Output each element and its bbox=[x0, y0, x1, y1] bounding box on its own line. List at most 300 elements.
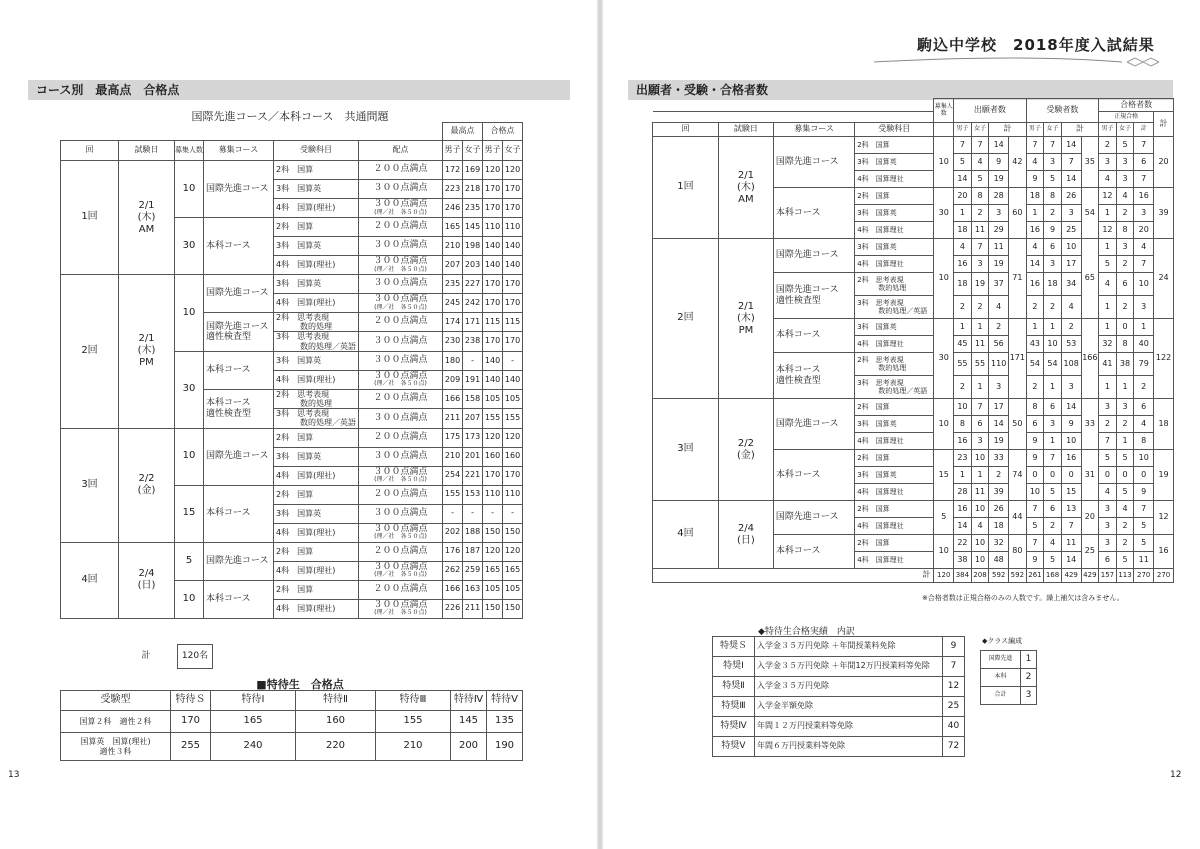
pass-female-cell: 150 bbox=[503, 599, 523, 618]
haiten-text: ３００点満点 bbox=[373, 240, 428, 251]
a-cell: 8 bbox=[971, 188, 989, 205]
pass-female-cell: 120 bbox=[503, 161, 523, 180]
e-cell: 5 bbox=[1044, 171, 1062, 188]
top-male-cell: 202 bbox=[443, 523, 463, 542]
a-cell: 5 bbox=[971, 171, 989, 188]
tokutai-header: 特待Ｓ bbox=[171, 691, 211, 711]
e-cell: 9 bbox=[1044, 222, 1062, 239]
quota-cell: 15 bbox=[175, 485, 204, 542]
subject-cell: 3科 国算英 bbox=[274, 275, 359, 294]
top-male-cell: 210 bbox=[443, 447, 463, 466]
top-male-cell: 180 bbox=[443, 351, 463, 370]
subject-cell: 4科 国算理社 bbox=[855, 171, 934, 188]
pass-male-cell: 170 bbox=[483, 294, 503, 313]
a-cell: 48 bbox=[989, 552, 1009, 569]
top-female-cell: 153 bbox=[463, 485, 483, 504]
subject-cell: 2科 国算 bbox=[855, 501, 934, 518]
tokutai-count: 40 bbox=[943, 717, 965, 737]
a-cell: 19 bbox=[989, 171, 1009, 188]
pass-female-cell: 150 bbox=[503, 523, 523, 542]
pass-male-cell: 115 bbox=[483, 313, 503, 332]
subject-cell: 3科 国算英 bbox=[855, 416, 934, 433]
e-cell: 5 bbox=[1044, 552, 1062, 569]
course-cell: 国際先進コース 適性検査型 bbox=[773, 273, 854, 319]
e-cell: 10 bbox=[1026, 484, 1044, 501]
e-cell: 16 bbox=[1026, 273, 1044, 296]
p-cell: 10 bbox=[1134, 273, 1154, 296]
p-cell: 8 bbox=[1116, 222, 1134, 239]
a-total-cell: 71 bbox=[1009, 239, 1027, 319]
e-cell: 3 bbox=[1044, 256, 1062, 273]
date-cell: 2/2 (金) bbox=[119, 428, 175, 542]
e-cell: 3 bbox=[1044, 416, 1062, 433]
course-cell: 本科コース bbox=[773, 319, 854, 353]
subject-cell: 4科 国算(理社) bbox=[274, 370, 359, 389]
e-cell: 7 bbox=[1026, 535, 1044, 552]
p-cell: 6 bbox=[1099, 552, 1117, 569]
a-cell: 26 bbox=[989, 501, 1009, 518]
female-header: 女子 bbox=[463, 141, 483, 161]
exam-total-header: 計 bbox=[1061, 123, 1098, 137]
kai-cell: 3回 bbox=[653, 399, 719, 501]
a-total-cell: 60 bbox=[1009, 188, 1027, 239]
top-male-cell: 223 bbox=[443, 180, 463, 199]
a-cell: 23 bbox=[954, 450, 972, 467]
p-cell: 11 bbox=[1134, 552, 1154, 569]
haiten-text: ２００点満点 bbox=[373, 545, 428, 556]
subject-cell: 2科 国算 bbox=[274, 485, 359, 504]
course-cell: 本科コース bbox=[773, 535, 854, 569]
subject-cell: 4科 国算(理社) bbox=[274, 561, 359, 580]
quota-cell: 30 bbox=[175, 218, 204, 275]
tokutai-label: 特奨Ⅲ bbox=[713, 697, 755, 717]
tokutai-table bbox=[712, 636, 965, 757]
class-title: ◆クラス編成 bbox=[982, 637, 1023, 645]
pass-female-cell: 140 bbox=[503, 237, 523, 256]
a-cell: 14 bbox=[954, 518, 972, 535]
haiten-text: ３００点満点 bbox=[373, 412, 428, 423]
total-e: 261 bbox=[1026, 569, 1044, 583]
top-male-cell: 176 bbox=[443, 542, 463, 561]
kai-cell: 1回 bbox=[653, 137, 719, 239]
score-table bbox=[60, 122, 523, 619]
kai-cell: 3回 bbox=[61, 428, 119, 542]
e-cell: 1 bbox=[1044, 376, 1062, 399]
haiten-cell bbox=[359, 542, 443, 561]
e-cell: 2 bbox=[1026, 296, 1044, 319]
table-row bbox=[61, 711, 523, 733]
quota-cell: 10 bbox=[175, 580, 204, 618]
pass-female-cell: 165 bbox=[503, 561, 523, 580]
date-cell: 2/4 (日) bbox=[718, 501, 773, 569]
subject-cell: 3科 思考表現 数的処理／英語 bbox=[855, 296, 934, 319]
subject-cell: 2科 国算 bbox=[274, 161, 359, 180]
p-cell: 5 bbox=[1116, 552, 1134, 569]
top-female-cell: 158 bbox=[463, 389, 483, 408]
subject-cell: 3科 国算英 bbox=[855, 205, 934, 222]
course-cell: 国際先進コース bbox=[204, 428, 274, 485]
class-count: 3 bbox=[1021, 687, 1037, 705]
haiten-note: (理／社 各５０点) bbox=[374, 380, 427, 388]
a-cell: 10 bbox=[954, 399, 972, 416]
kai-cell: 4回 bbox=[61, 542, 119, 618]
top-male-cell: 166 bbox=[443, 580, 463, 599]
pass-female-cell: 105 bbox=[503, 580, 523, 599]
subject-cell: 3科 国算英 bbox=[274, 180, 359, 199]
subject-cell: 2科 国算 bbox=[274, 428, 359, 447]
class-count: 2 bbox=[1021, 669, 1037, 687]
top-male-cell: 165 bbox=[443, 218, 463, 237]
total-label: 計 bbox=[141, 650, 151, 661]
p-cell: 5 bbox=[1116, 137, 1134, 154]
e-total-cell: 35 bbox=[1081, 137, 1099, 188]
haiten-cell bbox=[359, 599, 443, 618]
top-female-cell: 191 bbox=[463, 370, 483, 389]
pass-male-cell: 105 bbox=[483, 580, 503, 599]
p-cell: 9 bbox=[1134, 484, 1154, 501]
pass-male-cell: 120 bbox=[483, 542, 503, 561]
e-cell: 13 bbox=[1061, 501, 1081, 518]
quota-cell: 30 bbox=[934, 319, 954, 399]
subject-cell: 4科 国算理社 bbox=[855, 433, 934, 450]
a-cell: 7 bbox=[971, 137, 989, 154]
p-cell: 4 bbox=[1134, 239, 1154, 256]
e-cell: 9 bbox=[1026, 171, 1044, 188]
e-cell: 26 bbox=[1061, 188, 1081, 205]
subject-cell: 2科 国算 bbox=[274, 218, 359, 237]
p-cell: 3 bbox=[1116, 239, 1134, 256]
e-cell: 1 bbox=[1026, 205, 1044, 222]
pass-female-cell: 105 bbox=[503, 389, 523, 408]
table-row bbox=[713, 717, 965, 737]
male-header: 男子 bbox=[954, 123, 972, 137]
subject-cell: 4科 国算理社 bbox=[855, 336, 934, 353]
haiten-text: ３００点満点 bbox=[373, 278, 428, 289]
course-header: 募集コース bbox=[773, 123, 854, 137]
p-cell: 38 bbox=[1116, 353, 1134, 376]
subject-cell: 4科 国算(理社) bbox=[274, 256, 359, 275]
e-cell: 9 bbox=[1026, 433, 1044, 450]
total-p-sum: 270 bbox=[1154, 569, 1174, 583]
haiten-text: ３００点満点 bbox=[373, 183, 428, 194]
class-table bbox=[980, 650, 1037, 705]
subject-cell: 4科 国算(理社) bbox=[274, 523, 359, 542]
a-cell: 38 bbox=[954, 552, 972, 569]
p-cell: 2 bbox=[1099, 137, 1117, 154]
p-cell: 7 bbox=[1134, 137, 1154, 154]
a-cell: 6 bbox=[971, 416, 989, 433]
tokutai-label: 特奨Ⅴ bbox=[713, 737, 755, 757]
total-a: 592 bbox=[989, 569, 1009, 583]
page-number: 13 bbox=[8, 770, 20, 780]
haiten-cell bbox=[359, 256, 443, 275]
tokutai-count: 9 bbox=[943, 637, 965, 657]
top-female-cell: 171 bbox=[463, 313, 483, 332]
a-cell: 5 bbox=[954, 154, 972, 171]
p-cell: 12 bbox=[1099, 222, 1117, 239]
pass-male-cell: 170 bbox=[483, 180, 503, 199]
a-cell: 20 bbox=[954, 188, 972, 205]
p-cell: 20 bbox=[1134, 222, 1154, 239]
haiten-text: ３００点満点 bbox=[373, 450, 428, 461]
a-cell: 10 bbox=[971, 501, 989, 518]
top-male-cell: 210 bbox=[443, 237, 463, 256]
tokutai-score: 255 bbox=[171, 733, 211, 761]
a-cell: 11 bbox=[971, 484, 989, 501]
p-cell: 4 bbox=[1099, 484, 1117, 501]
pass-total-header: 計 bbox=[1154, 112, 1174, 137]
a-cell: 55 bbox=[954, 353, 972, 376]
subject-cell: 2科 思考表現 数的処理 bbox=[274, 389, 359, 408]
quota-cell: 10 bbox=[934, 239, 954, 319]
e-cell: 14 bbox=[1061, 552, 1081, 569]
a-cell: 1 bbox=[954, 319, 972, 336]
tokutai-score: 160 bbox=[296, 711, 376, 733]
subject-cell: 2科 思考表現 数的処理 bbox=[855, 273, 934, 296]
haiten-header: 配点 bbox=[359, 141, 443, 161]
quota-header: 募集人数 bbox=[934, 99, 954, 123]
a-total-cell: 171 bbox=[1009, 319, 1027, 399]
haiten-cell bbox=[359, 428, 443, 447]
table-row bbox=[653, 399, 1174, 416]
p-cell: 40 bbox=[1134, 336, 1154, 353]
pass-female-cell: 155 bbox=[503, 409, 523, 428]
subject-cell: 4科 国算理社 bbox=[855, 518, 934, 535]
quota-cell: 10 bbox=[175, 161, 204, 218]
pass-subtotal-header: 計 bbox=[1134, 123, 1154, 137]
date-header: 試験日 bbox=[119, 141, 175, 161]
e-cell: 10 bbox=[1061, 239, 1081, 256]
pass-male-cell: 170 bbox=[483, 199, 503, 218]
pass-female-cell: 170 bbox=[503, 294, 523, 313]
a-cell: 56 bbox=[989, 336, 1009, 353]
apply-total-header: 計 bbox=[989, 123, 1026, 137]
pass-female-cell: 160 bbox=[503, 447, 523, 466]
p-total-cell: 19 bbox=[1154, 450, 1174, 501]
e-cell: 7 bbox=[1061, 154, 1081, 171]
e-total-cell: 65 bbox=[1081, 239, 1099, 319]
a-total-cell: 80 bbox=[1009, 535, 1027, 569]
table-row bbox=[981, 651, 1037, 669]
haiten-cell bbox=[359, 161, 443, 180]
p-cell: 1 bbox=[1099, 376, 1117, 399]
haiten-cell bbox=[359, 580, 443, 599]
p-cell: 4 bbox=[1134, 416, 1154, 433]
a-cell: 18 bbox=[954, 222, 972, 239]
tokutai-desc: 入学金３５万円免除 ＋年間12万円授業料等免除 bbox=[755, 657, 943, 677]
a-cell: 2 bbox=[971, 205, 989, 222]
total-table bbox=[115, 644, 213, 669]
top-female-cell: 242 bbox=[463, 294, 483, 313]
p-cell: 2 bbox=[1116, 296, 1134, 319]
tokutai-desc: 入学金３５万円免除 bbox=[755, 677, 943, 697]
haiten-text: ３００点満点 bbox=[373, 507, 428, 518]
haiten-cell bbox=[359, 313, 443, 332]
pass-score-header: 合格点 bbox=[483, 123, 523, 141]
date-cell: 2/1 (木) AM bbox=[718, 137, 773, 239]
tokutai-label: 特奨Ⅰ bbox=[713, 657, 755, 677]
top-male-cell: 226 bbox=[443, 599, 463, 618]
pass-female-cell: 170 bbox=[503, 332, 523, 351]
p-cell: 7 bbox=[1099, 433, 1117, 450]
haiten-text: ３００点満点 bbox=[373, 466, 428, 477]
e-total-cell: 31 bbox=[1081, 450, 1099, 501]
top-female-cell: 211 bbox=[463, 599, 483, 618]
e-cell: 1 bbox=[1044, 433, 1062, 450]
class-count: 1 bbox=[1021, 651, 1037, 669]
note-text: ※合格者数は正規合格のみの人数です。繰上補欠は含みません。 bbox=[922, 594, 1124, 602]
p-cell: 79 bbox=[1134, 353, 1154, 376]
e-cell: 18 bbox=[1026, 188, 1044, 205]
course-cell: 本科コース bbox=[204, 580, 274, 618]
haiten-text: ３００点満点 bbox=[373, 599, 428, 610]
e-cell: 14 bbox=[1061, 171, 1081, 188]
total-quota: 120 bbox=[934, 569, 954, 583]
table-row bbox=[653, 239, 1174, 256]
subject-cell: 3科 国算英 bbox=[274, 351, 359, 370]
course-cell: 本科コース 適性検査型 bbox=[204, 389, 274, 428]
e-cell: 2 bbox=[1061, 319, 1081, 336]
top-male-cell: 230 bbox=[443, 332, 463, 351]
top-female-cell: 218 bbox=[463, 180, 483, 199]
top-female-cell: 169 bbox=[463, 161, 483, 180]
a-cell: 45 bbox=[954, 336, 972, 353]
subject-cell: 2科 国算 bbox=[855, 450, 934, 467]
e-cell: 43 bbox=[1026, 336, 1044, 353]
pass-header: 合格者数 bbox=[1099, 99, 1174, 112]
tokutai-score: 240 bbox=[211, 733, 296, 761]
p-cell: 4 bbox=[1116, 501, 1134, 518]
tokutai-title: ■特待生 合格点 bbox=[256, 678, 344, 691]
table-row bbox=[713, 697, 965, 717]
total-a: 208 bbox=[971, 569, 989, 583]
p-total-cell: 16 bbox=[1154, 535, 1174, 569]
top-female-cell: 187 bbox=[463, 542, 483, 561]
course-cell: 本科コース bbox=[773, 450, 854, 501]
table-row bbox=[653, 501, 1174, 518]
p-cell: 5 bbox=[1134, 518, 1154, 535]
e-total-cell: 33 bbox=[1081, 399, 1099, 450]
right-page bbox=[602, 0, 1200, 849]
a-cell: 55 bbox=[971, 353, 989, 376]
tokutai-count: 72 bbox=[943, 737, 965, 757]
pass-female-cell: 110 bbox=[503, 485, 523, 504]
course-cell: 国際先進コース bbox=[773, 399, 854, 450]
pass-female-cell: - bbox=[503, 351, 523, 370]
apply-header: 出願者数 bbox=[954, 99, 1027, 123]
quota-cell: 10 bbox=[934, 399, 954, 450]
total-p: 157 bbox=[1099, 569, 1117, 583]
e-total-cell: 20 bbox=[1081, 501, 1099, 535]
left-page bbox=[0, 0, 598, 849]
subject-cell: 3科 思考表現 数的処理／英語 bbox=[855, 376, 934, 399]
a-cell: 1 bbox=[971, 467, 989, 484]
tokutai-score: 220 bbox=[296, 733, 376, 761]
p-total-cell: 18 bbox=[1154, 399, 1174, 450]
top-score-header: 最高点 bbox=[443, 123, 483, 141]
a-cell: 17 bbox=[989, 399, 1009, 416]
subject-cell: 2科 思考表現 数的処理 bbox=[274, 313, 359, 332]
p-cell: 7 bbox=[1134, 501, 1154, 518]
tokutai-score: 135 bbox=[487, 711, 523, 733]
subject-cell: 3科 国算英 bbox=[855, 467, 934, 484]
top-female-cell: 163 bbox=[463, 580, 483, 599]
haiten-cell bbox=[359, 370, 443, 389]
pass-male-cell: 140 bbox=[483, 370, 503, 389]
subject-cell: 2科 国算 bbox=[855, 137, 934, 154]
haiten-note: (理／社 各５０点) bbox=[374, 303, 427, 311]
p-cell: 1 bbox=[1099, 296, 1117, 319]
top-female-cell: 238 bbox=[463, 332, 483, 351]
e-cell: 10 bbox=[1044, 336, 1062, 353]
e-cell: 4 bbox=[1061, 296, 1081, 319]
table-row bbox=[653, 137, 1174, 154]
e-cell: 1 bbox=[1044, 319, 1062, 336]
p-total-cell: 122 bbox=[1154, 319, 1174, 399]
table-row bbox=[61, 428, 523, 447]
pass-female-cell: 115 bbox=[503, 313, 523, 332]
haiten-note: (理／社 各５０点) bbox=[374, 265, 427, 273]
quota-cell: 5 bbox=[175, 542, 204, 580]
tokutai-label: 特奨Ｓ bbox=[713, 637, 755, 657]
haiten-cell bbox=[359, 218, 443, 237]
e-cell: 5 bbox=[1044, 484, 1062, 501]
tokutai-score: 145 bbox=[451, 711, 487, 733]
p-cell: 2 bbox=[1134, 376, 1154, 399]
subject-cell: 3科 思考表現 数的処理／英語 bbox=[274, 332, 359, 351]
e-cell: 14 bbox=[1026, 256, 1044, 273]
date-cell: 2/4 (日) bbox=[119, 542, 175, 618]
subject-cell: 4科 国算(理社) bbox=[274, 199, 359, 218]
haiten-text: ３００点満点 bbox=[373, 561, 428, 572]
a-cell: 2 bbox=[989, 319, 1009, 336]
haiten-text: ３００点満点 bbox=[373, 294, 428, 305]
p-cell: 3 bbox=[1099, 518, 1117, 535]
subject-cell: 4科 国算(理社) bbox=[274, 599, 359, 618]
p-cell: 8 bbox=[1134, 433, 1154, 450]
subject-cell: 2科 国算 bbox=[274, 580, 359, 599]
haiten-cell bbox=[359, 199, 443, 218]
haiten-note: (理／社 各５０点) bbox=[374, 571, 427, 579]
a-cell: 14 bbox=[989, 416, 1009, 433]
a-cell: 110 bbox=[989, 353, 1009, 376]
total-value: 120名 bbox=[178, 645, 213, 669]
kai-header: 回 bbox=[653, 123, 719, 137]
p-cell: 3 bbox=[1099, 399, 1117, 416]
female-header: 女子 bbox=[971, 123, 989, 137]
p-cell: 6 bbox=[1134, 399, 1154, 416]
top-male-cell: 209 bbox=[443, 370, 463, 389]
top-female-cell: 198 bbox=[463, 237, 483, 256]
pass-male-cell: 140 bbox=[483, 351, 503, 370]
course-cell: 国際先進コース bbox=[204, 542, 274, 580]
p-cell: 32 bbox=[1099, 336, 1117, 353]
subject-cell: 2科 国算 bbox=[855, 399, 934, 416]
a-cell: 9 bbox=[989, 154, 1009, 171]
kai-cell: 2回 bbox=[653, 239, 719, 399]
e-cell: 6 bbox=[1044, 239, 1062, 256]
a-cell: 1 bbox=[971, 376, 989, 399]
subject-cell: 4科 国算(理社) bbox=[274, 294, 359, 313]
tokutai-type: 国算英 国算(理社) 適性３科 bbox=[61, 733, 171, 761]
pass-male-cell: 120 bbox=[483, 161, 503, 180]
a-cell: 10 bbox=[971, 535, 989, 552]
e-cell: 7 bbox=[1044, 450, 1062, 467]
pass-female-cell: 170 bbox=[503, 275, 523, 294]
haiten-text: ３００点満点 bbox=[373, 335, 428, 346]
haiten-text: ３００点満点 bbox=[373, 256, 428, 267]
course-cell: 本科コース bbox=[204, 485, 274, 542]
